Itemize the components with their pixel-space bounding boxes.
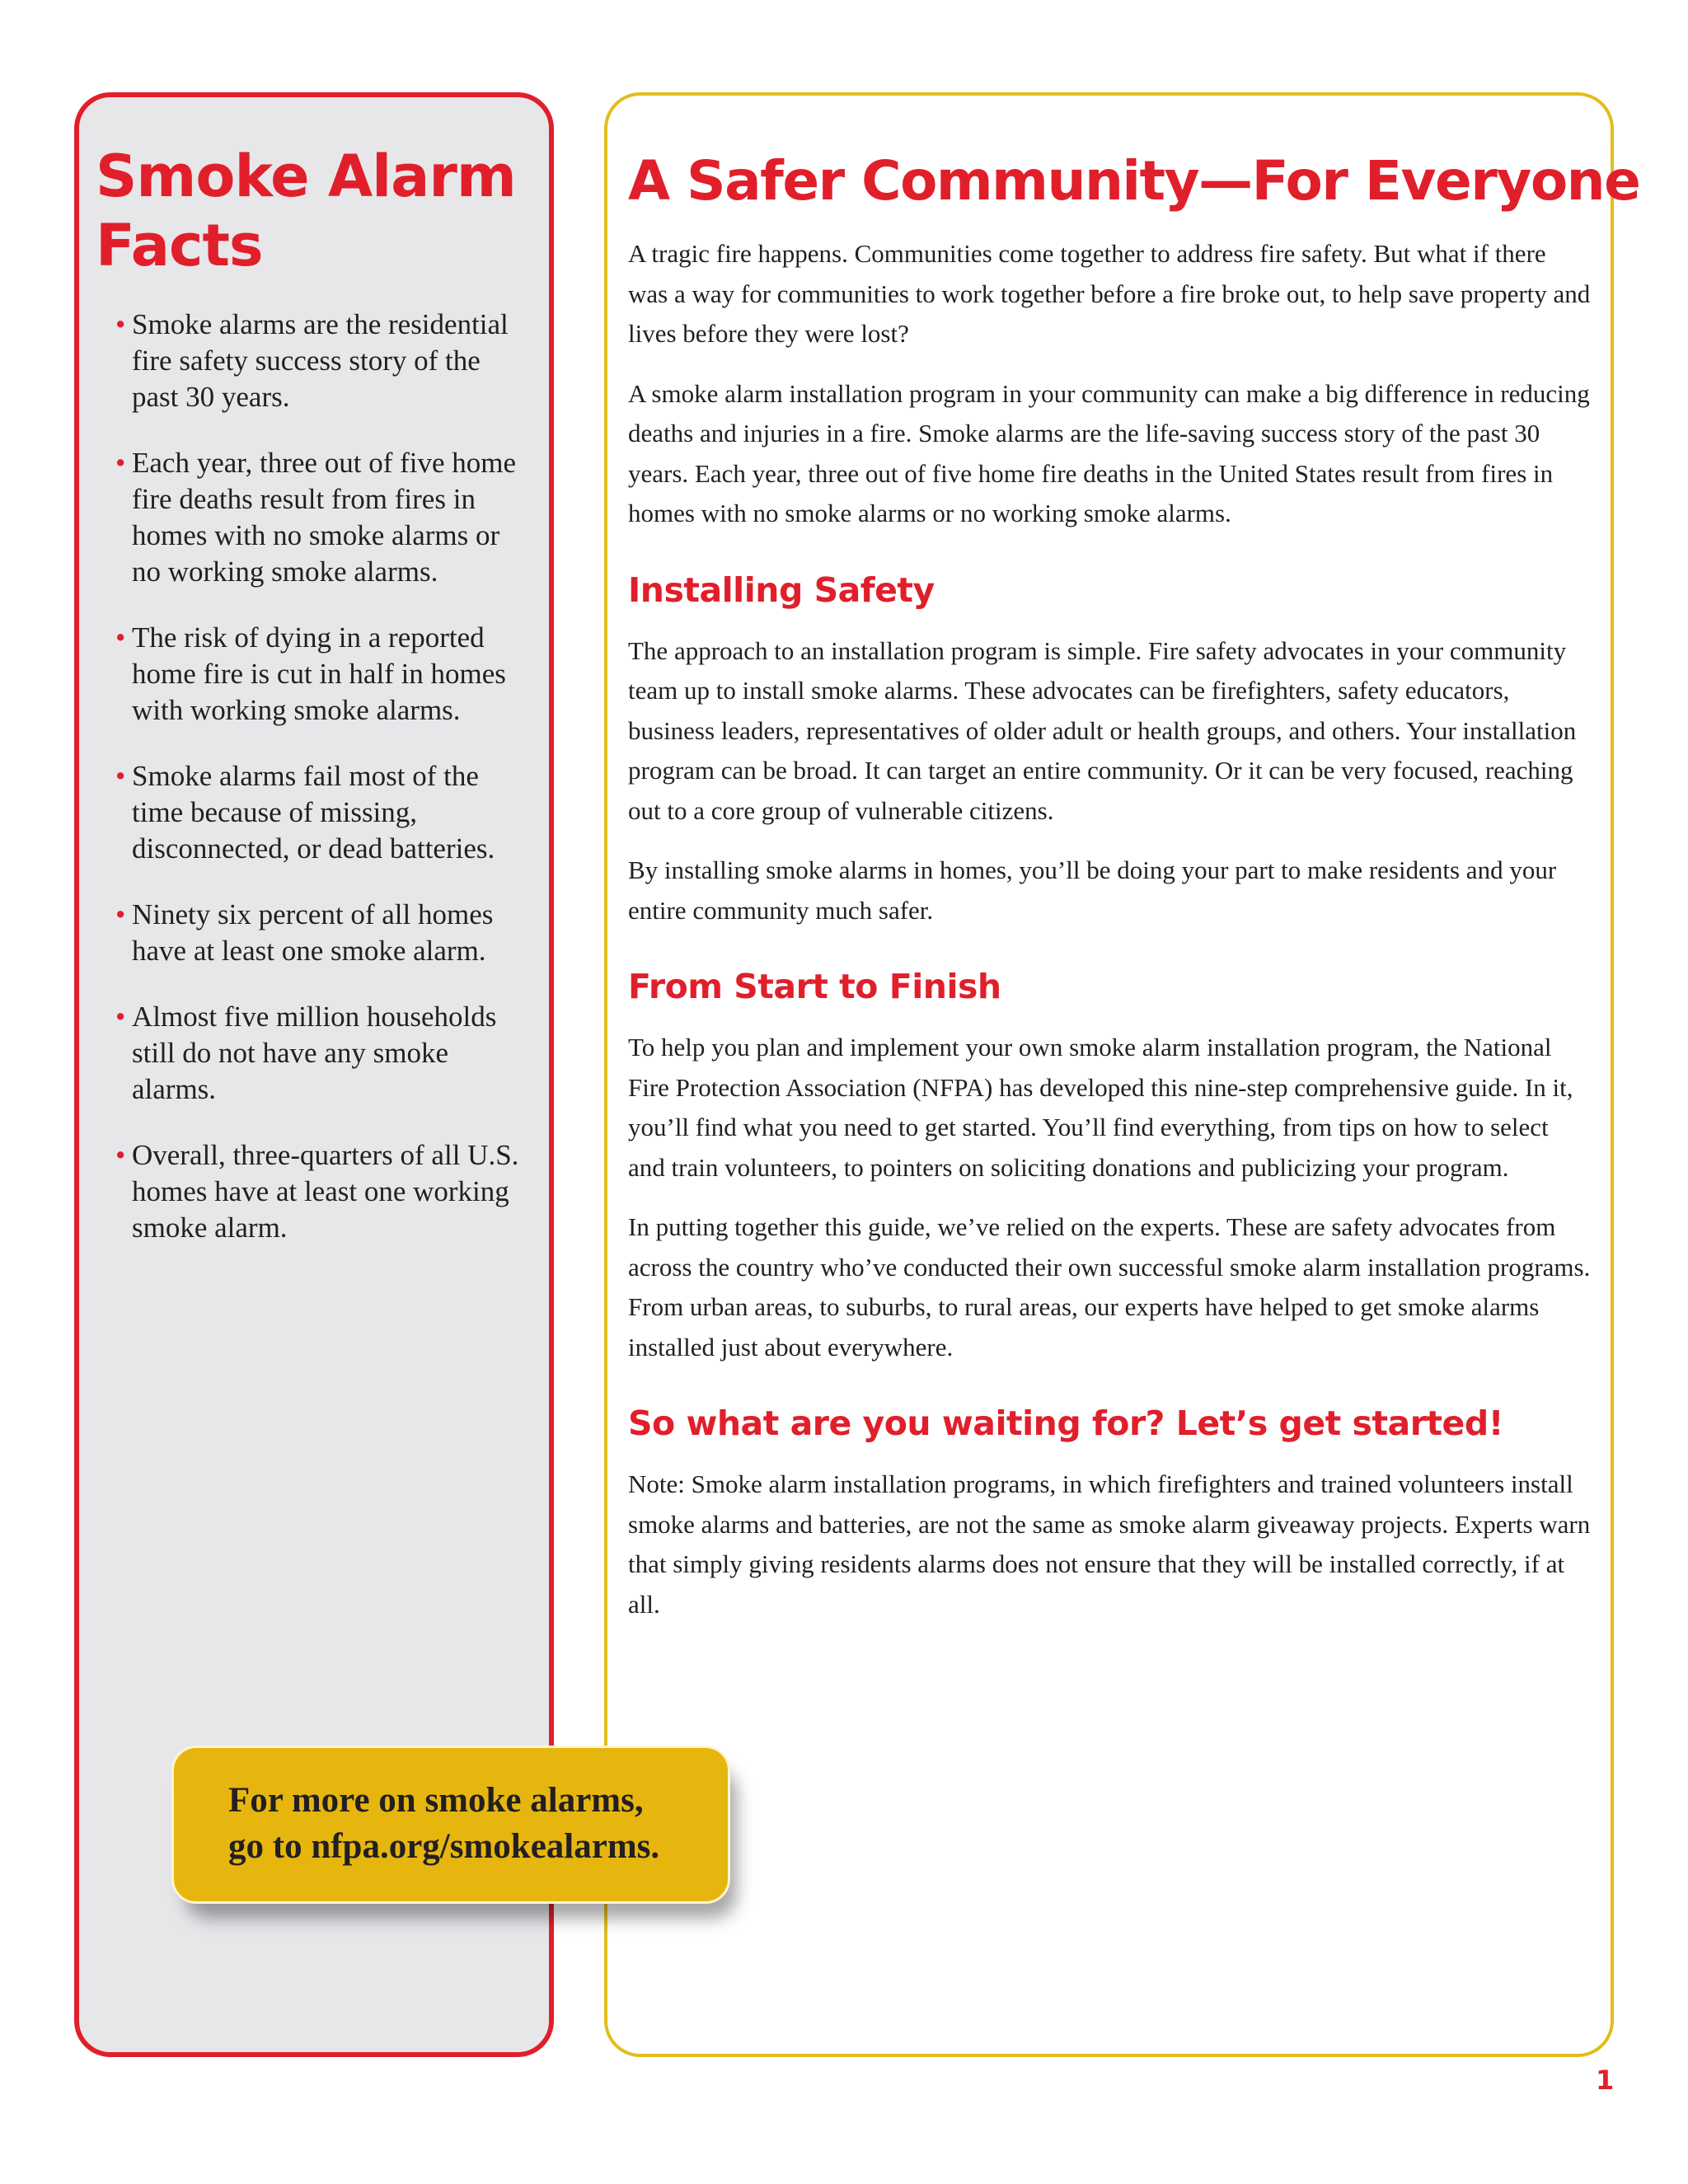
nfpa-link-callout[interactable]: [171, 1746, 730, 1904]
section-heading-installing-safety: Installing Safety: [628, 569, 935, 610]
fact-text: Almost five million households still do not have any smoke alarms.: [132, 1001, 497, 1105]
bullet-icon: •: [115, 898, 126, 930]
intro-paragraph: A tragic fire happens. Communities come together to address fire safety. But what if there was a way for communities to work together before a fire broke out, to help save property and lives before they were lost?: [628, 239, 1591, 348]
fact-item: [99, 445, 528, 590]
section-paragraph: In putting together this guide, we’ve relied on the experts. These are safety advocates from across the country who’ve conducted their own successful smoke alarm installation programs. From urban areas, to suburbs, to rural areas, our experts have helped to get smoke alarms installed just about everywhere.: [628, 1212, 1591, 1361]
sidebar-title-line1: Smoke Alarm: [96, 143, 516, 210]
bullet-icon: •: [115, 760, 126, 792]
fact-item: [99, 999, 528, 1108]
fact-item: [99, 620, 528, 729]
intro-paragraph: A smoke alarm installation program in your community can make a big difference in reducing deaths and injuries in a fire. Smoke alarms are the life-saving success story of the past 30 years. Each year, three out of five home fire deaths in the United States result from fires in homes with no smoke alarms or no working smoke alarms.: [628, 378, 1590, 527]
facts-list: [99, 307, 528, 1276]
sidebar-title-line2: Facts: [96, 212, 263, 279]
fact-text: The risk of dying in a reported home fire is cut in half in homes with working smoke alarms.: [132, 621, 506, 726]
bullet-icon: •: [115, 308, 126, 340]
callout-link-text[interactable]: go to nfpa.org/smokealarms.: [228, 1827, 660, 1866]
page-number: 1: [1596, 2064, 1615, 2096]
callout-line1: For more on smoke alarms,: [228, 1781, 644, 1820]
bullet-icon: •: [115, 447, 126, 479]
section-paragraph: To help you plan and implement your own smoke alarm installation program, the National Fire Protection Association (NFPA) has developed this nine-step comprehensive guide. In it, you’ll find what you need to get started. You’ll find everything, from tips on how to select and train volunteers, to pointers on soliciting donations and publicizing your program.: [628, 1033, 1573, 1182]
section-heading-get-started: So what are you waiting for? Let’s get started!: [628, 1404, 1503, 1443]
fact-text: Ninety six percent of all homes have at least one smoke alarm.: [132, 898, 494, 967]
bullet-icon: •: [115, 1139, 126, 1171]
bullet-icon: •: [115, 1001, 126, 1033]
fact-text: Smoke alarms fail most of the time because of missing, disconnected, or dead batteries.: [132, 760, 495, 865]
fact-text: Each year, three out of five home fire deaths result from fires in homes with no smoke alarms or no working smoke alarms.: [132, 447, 517, 588]
bullet-icon: •: [115, 621, 126, 654]
main-content: [628, 234, 1591, 1644]
section-paragraph: By installing smoke alarms in homes, you’ll be doing your part to make residents and your entire community much safer.: [628, 855, 1557, 925]
fact-item: [99, 307, 528, 415]
fact-item: [99, 758, 528, 867]
fact-text: Smoke alarms are the residential fire safety success story of the past 30 years.: [132, 308, 509, 413]
sidebar-title: [96, 142, 541, 280]
fact-text: Overall, three-quarters of all U.S. homes have at least one working smoke alarm.: [132, 1139, 519, 1244]
page-title: A Safer Community—For Everyone: [628, 149, 1640, 213]
section-paragraph: The approach to an installation program is simple. Fire safety advocates in your community team up to install smoke alarms. These advocates can be firefighters, safety educators, business leaders, representatives of older adult or health groups, and others. Your installation program can be broad. It can target an entire community. Or it can be very focused, reaching out to a core group of vulnerable citizens.: [628, 635, 1577, 825]
section-heading-start-to-finish: From Start to Finish: [628, 967, 1001, 1006]
section-paragraph: Note: Smoke alarm installation programs, in which firefighters and trained volunteers install smoke alarms and batteries, are not the same as smoke alarm giveaway projects. Experts warn that simply giving residents alarms does not ensure that they will be installed correctly, if at all.: [628, 1469, 1591, 1619]
fact-item: [99, 1137, 528, 1246]
fact-item: [99, 897, 528, 969]
